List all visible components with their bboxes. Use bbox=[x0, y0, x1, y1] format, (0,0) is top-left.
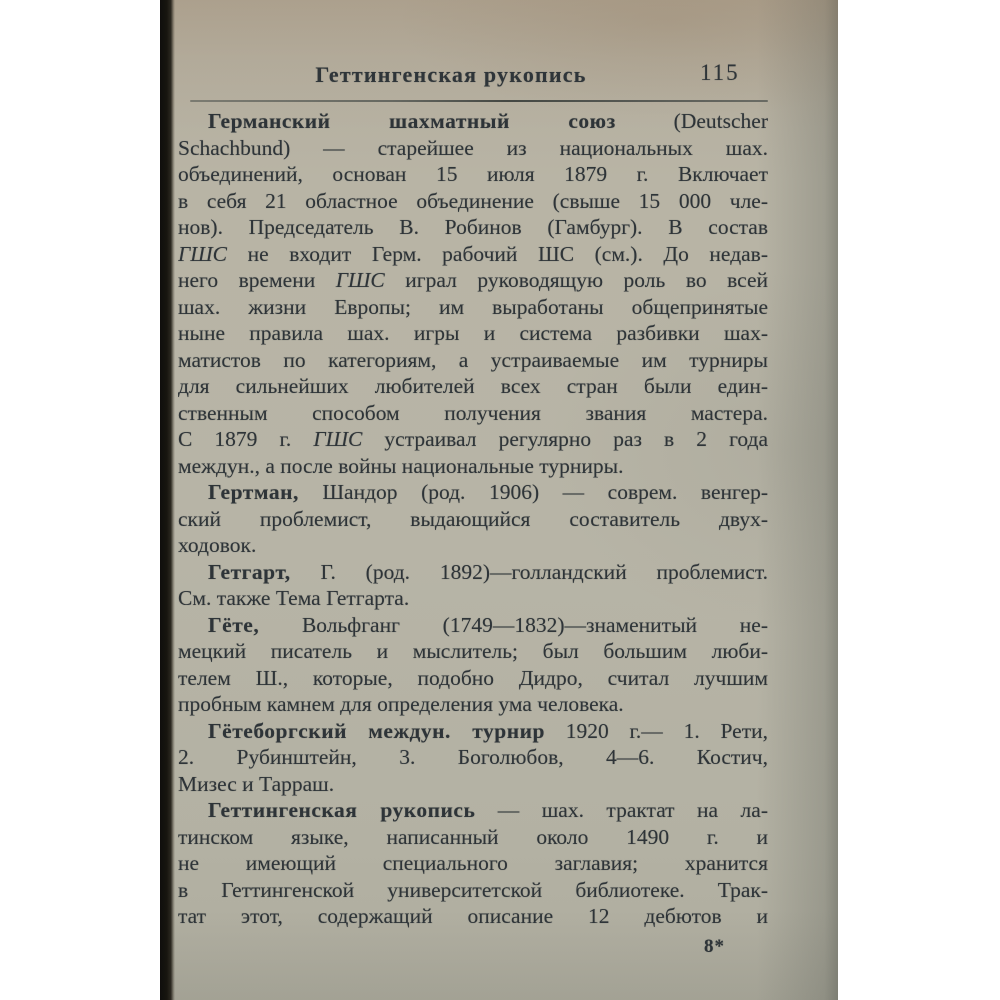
text-segment: ственным способом получения звания мастера. bbox=[178, 400, 768, 425]
text-segment: него времени bbox=[178, 268, 336, 292]
text-segment: См. также Тема Гетгарта. bbox=[178, 586, 410, 610]
text-segment: объединений, основан 15 июля 1879 г. Включает bbox=[178, 162, 768, 186]
entry-headword: Германский шахматный союз bbox=[208, 109, 616, 133]
text-line bbox=[178, 135, 768, 162]
text-line bbox=[178, 771, 768, 798]
text-line bbox=[178, 347, 768, 374]
text-segment: пробным камнем для определения ума человека. bbox=[178, 692, 624, 716]
text-segment: Мизес и Тарраш. bbox=[178, 771, 335, 796]
text-segment: для сильнейших любителей всех стран были един- bbox=[178, 374, 768, 398]
text-line bbox=[178, 161, 768, 188]
text-segment: ныне правила шах. игры и система разбивки шах- bbox=[178, 321, 768, 345]
text-line bbox=[178, 373, 768, 400]
text-segment: устраивал регулярно раз в 2 года bbox=[362, 427, 768, 451]
text-line bbox=[178, 267, 768, 294]
text-segment: ский проблемист, выдающийся составитель двух- bbox=[178, 506, 768, 531]
entry-headword: Гетгарт, bbox=[208, 559, 291, 584]
entry-headword: Гёте, bbox=[208, 612, 260, 637]
text-line bbox=[178, 214, 768, 241]
text-segment: 2. Рубинштейн, 3. Боголюбов, 4—6. Костич, bbox=[178, 745, 768, 769]
text-line bbox=[178, 612, 768, 639]
text-line bbox=[178, 400, 768, 427]
text-line bbox=[178, 797, 768, 824]
text-line bbox=[178, 877, 768, 904]
entry-headword: Гётеборгский междун. турнир bbox=[208, 718, 545, 743]
book-page-photo bbox=[160, 0, 838, 1000]
text-line bbox=[178, 850, 768, 877]
book-spine-shadow bbox=[160, 0, 175, 1000]
text-segment: шах. жизни Европы; им выработаны общепринятые bbox=[178, 294, 768, 319]
text-segment: Schachbund) — старейшее из национальных шах. bbox=[178, 135, 768, 160]
text-segment: телем Ш., которые, подобно Дидро, считал лучшим bbox=[178, 665, 768, 690]
text-line bbox=[178, 532, 768, 559]
text-line bbox=[178, 585, 768, 612]
text-segment: мецкий писатель и мыслитель; был большим люби- bbox=[178, 639, 768, 663]
text-segment: — шах. трактат на ла- bbox=[475, 798, 768, 822]
entry-headword: Геттингенская рукопись bbox=[208, 798, 476, 822]
text-segment: С 1879 г. bbox=[178, 427, 314, 451]
text-line bbox=[178, 108, 768, 135]
text-segment: матистов по категориям, а устраиваемые им турниры bbox=[178, 347, 768, 372]
text-segment: ходовок. bbox=[178, 533, 257, 557]
text-line bbox=[178, 506, 768, 533]
text-line bbox=[178, 903, 768, 930]
entry-headword: Гертман, bbox=[208, 480, 299, 504]
text-line bbox=[178, 718, 768, 745]
text-line bbox=[178, 559, 768, 586]
text-segment: (Deutscher bbox=[615, 109, 768, 133]
left-white-margin bbox=[0, 0, 160, 1000]
text-line bbox=[178, 744, 768, 771]
text-segment: играл руководящую роль во всей bbox=[384, 268, 768, 292]
text-segment: не входит Герм. рабочий ШС (см.). До недав- bbox=[227, 241, 768, 266]
text-segment: тат этот, содержащий описание 12 дебютов и bbox=[178, 904, 768, 928]
text-segment: в себя 21 областное объединение (свыше 15 000 чле- bbox=[178, 188, 768, 213]
text-line bbox=[178, 453, 768, 480]
text-line bbox=[178, 426, 768, 453]
text-line bbox=[178, 691, 768, 718]
text-segment: Шандор (род. 1906) — соврем. венгер- bbox=[298, 480, 768, 504]
text-line bbox=[178, 294, 768, 321]
right-white-margin bbox=[838, 0, 1000, 1000]
text-line bbox=[178, 479, 768, 506]
text-line bbox=[178, 188, 768, 215]
text-segment: Вольфганг (1749—1832)—знаменитый не- bbox=[259, 612, 768, 637]
signature-mark: 8* bbox=[704, 936, 725, 957]
text-segment: нов). Председатель В. Робинов (Гамбург). В состав bbox=[178, 215, 768, 239]
italic-abbreviation: ГШС bbox=[178, 241, 227, 266]
text-line bbox=[178, 665, 768, 692]
text-segment: не имеющий специального заглавия; хранится bbox=[178, 851, 768, 875]
text-line bbox=[178, 320, 768, 347]
italic-abbreviation: ГШС bbox=[313, 427, 363, 451]
text-segment: в Геттингенской университетской библиотеке. Трак- bbox=[178, 877, 768, 902]
text-segment: тинском языке, написанный около 1490 г. и bbox=[178, 824, 768, 849]
page-number: 115 bbox=[700, 60, 740, 85]
text-segment: 1920 г.— 1. Рети, bbox=[544, 718, 768, 743]
text-segment: Г. (род. 1892)—голландский проблемист. bbox=[290, 559, 768, 584]
italic-abbreviation: ГШС bbox=[335, 268, 385, 292]
text-lines bbox=[178, 108, 768, 930]
text-line bbox=[178, 824, 768, 851]
text-segment: междун., а после войны национальные турниры. bbox=[178, 453, 624, 478]
header-rule bbox=[190, 100, 768, 102]
text-line bbox=[178, 241, 768, 268]
running-header-title: Геттингенская рукопись bbox=[315, 62, 587, 87]
text-line bbox=[178, 638, 768, 665]
